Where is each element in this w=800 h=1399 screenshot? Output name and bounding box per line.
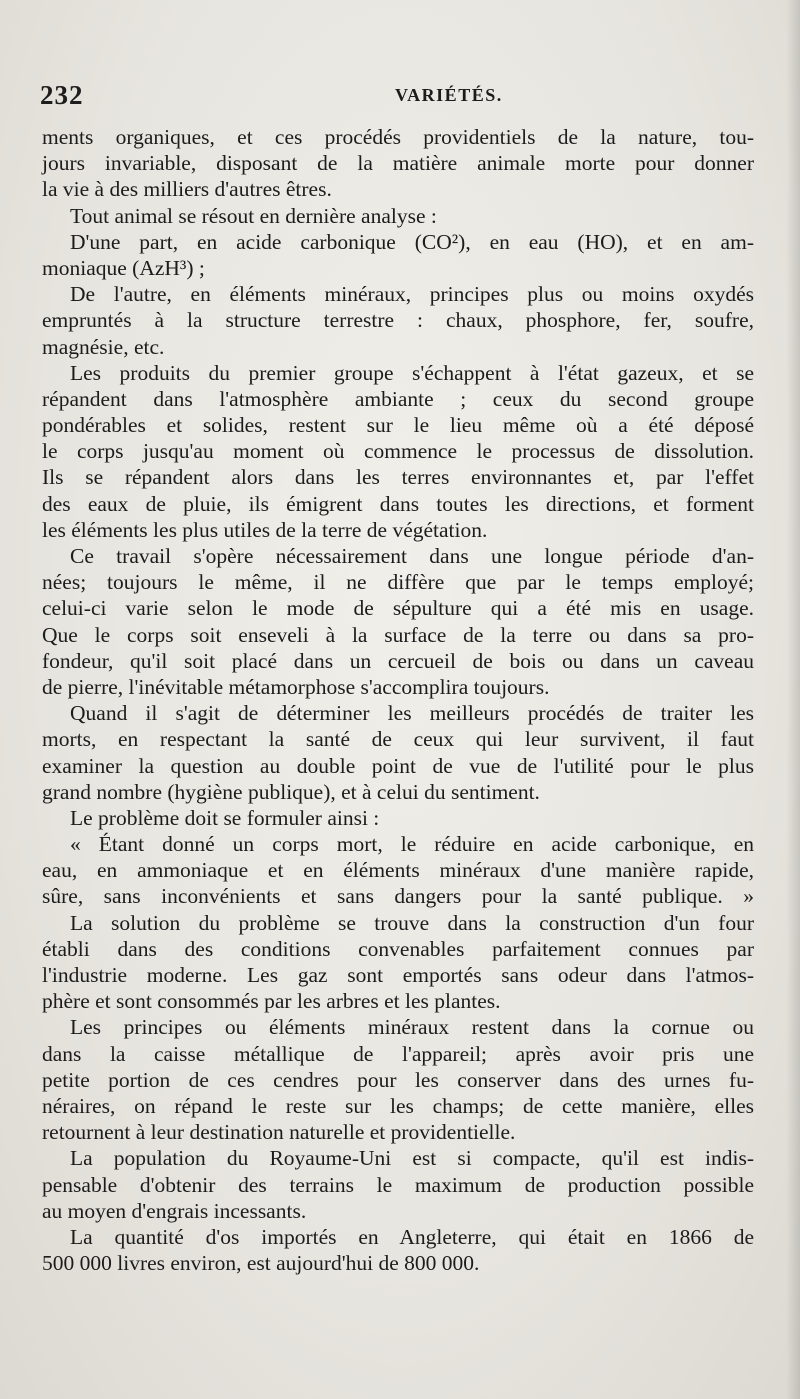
text-line: moniaque (AzH³) ; — [42, 255, 205, 280]
text-line: jours invariable, disposant de la matière animale morte pour donner — [42, 151, 754, 176]
text-line: D'une part, en acide carbonique (CO²), en eau (HO), et en am- — [70, 229, 754, 254]
text-line: dans la caisse métallique de l'appareil; après avoir pris une — [42, 1041, 754, 1066]
text-line: des eaux de pluie, ils émigrent dans toutes les directions, et forment — [42, 491, 754, 516]
text-line: empruntés à la structure terrestre : chaux, phosphore, fer, soufre, — [42, 308, 754, 333]
text-line: retournent à leur destination naturelle et providentielle. — [42, 1120, 516, 1145]
text-line: fondeur, qu'il soit placé dans un cercueil de bois ou dans un caveau — [42, 648, 754, 673]
text-line: les éléments les plus utiles de la terre de végétation. — [42, 517, 488, 542]
text-line: magnésie, etc. — [42, 334, 165, 359]
page-edge-shadow — [786, 0, 800, 1399]
text-line: de pierre, l'inévitable métamorphose s'accomplira toujours. — [42, 674, 550, 699]
page-header — [40, 80, 760, 116]
text-line: pondérables et solides, restent sur le lieu même où a été déposé — [42, 413, 754, 438]
text-line: Que le corps soit enseveli à la surface de la terre ou dans sa pro- — [42, 622, 754, 647]
text-line: Les produits du premier groupe s'échappent à l'état gazeux, et se — [70, 360, 754, 385]
text-line: La population du Royaume-Uni est si compacte, qu'il est indis- — [70, 1146, 754, 1171]
text-line: petite portion de ces cendres pour les conserver dans des urnes fu- — [42, 1067, 754, 1092]
text-line: pensable d'obtenir des terrains le maximum de production possible — [42, 1172, 754, 1197]
text-line: Tout animal se résout en dernière analyse : — [70, 203, 437, 228]
page-number: 232 — [40, 80, 84, 110]
text-line: néraires, on répand le reste sur les champs; de cette manière, elles — [42, 1093, 754, 1118]
text-line: grand nombre (hygiène publique), et à celui du sentiment. — [42, 779, 540, 804]
text-line: l'industrie moderne. Les gaz sont emportés sans odeur dans l'atmos- — [42, 963, 754, 987]
text-line: eau, en ammoniaque et en éléments minéraux d'une manière rapide, — [42, 858, 754, 883]
text-line: Ils se répandent alors dans les terres environnantes et, par l'effet — [42, 465, 754, 490]
text-line: au moyen d'engrais incessants. — [42, 1198, 307, 1223]
text-line: La solution du problème se trouve dans la construction d'un four — [70, 910, 754, 935]
text-line: nées; toujours le même, il ne diffère que par le temps employé; — [42, 570, 754, 595]
text-line: le corps jusqu'au moment où commence le processus de dissolution. — [42, 439, 754, 464]
text-line: répandent dans l'atmosphère ambiante ; ceux du second groupe — [42, 386, 754, 411]
text-line: examiner la question au double point de vue de l'utilité pour le plus — [42, 753, 754, 778]
text-line: phère et sont consommés par les arbres et les plantes. — [42, 989, 501, 1014]
text-line: la vie à des milliers d'autres êtres. — [42, 177, 332, 202]
text-line: Le problème doit se formuler ainsi : — [70, 805, 380, 830]
text-line: 500 000 livres environ, est aujourd'hui de 800 000. — [42, 1251, 480, 1276]
body-text — [42, 124, 754, 1276]
text-line: De l'autre, en éléments minéraux, principes plus ou moins oxydés — [70, 282, 754, 307]
text-line: La quantité d'os importés en Angleterre, qui était en 1866 de — [70, 1224, 754, 1249]
text-line: Quand il s'agit de déterminer les meilleurs procédés de traiter les — [70, 701, 754, 726]
text-line: celui-ci varie selon le mode de sépulture qui a été mis en usage. — [42, 596, 754, 621]
text-line: « Étant donné un corps mort, le réduire en acide carbonique, en — [70, 832, 754, 857]
text-line: Ce travail s'opère nécessairement dans une longue période d'an- — [70, 544, 754, 568]
running-head: VARIÉTÉS. — [395, 85, 503, 105]
text-line: morts, en respectant la santé de ceux qui leur survivent, il faut — [42, 727, 754, 752]
text-line: sûre, sans inconvénients et sans dangers pour la santé publique. » — [42, 884, 754, 909]
text-line: établi dans des conditions convenables parfaitement connues par — [42, 936, 754, 961]
text-line: Les principes ou éléments minéraux restent dans la cornue ou — [70, 1015, 754, 1040]
text-line: ments organiques, et ces procédés providentiels de la nature, tou- — [42, 125, 754, 149]
